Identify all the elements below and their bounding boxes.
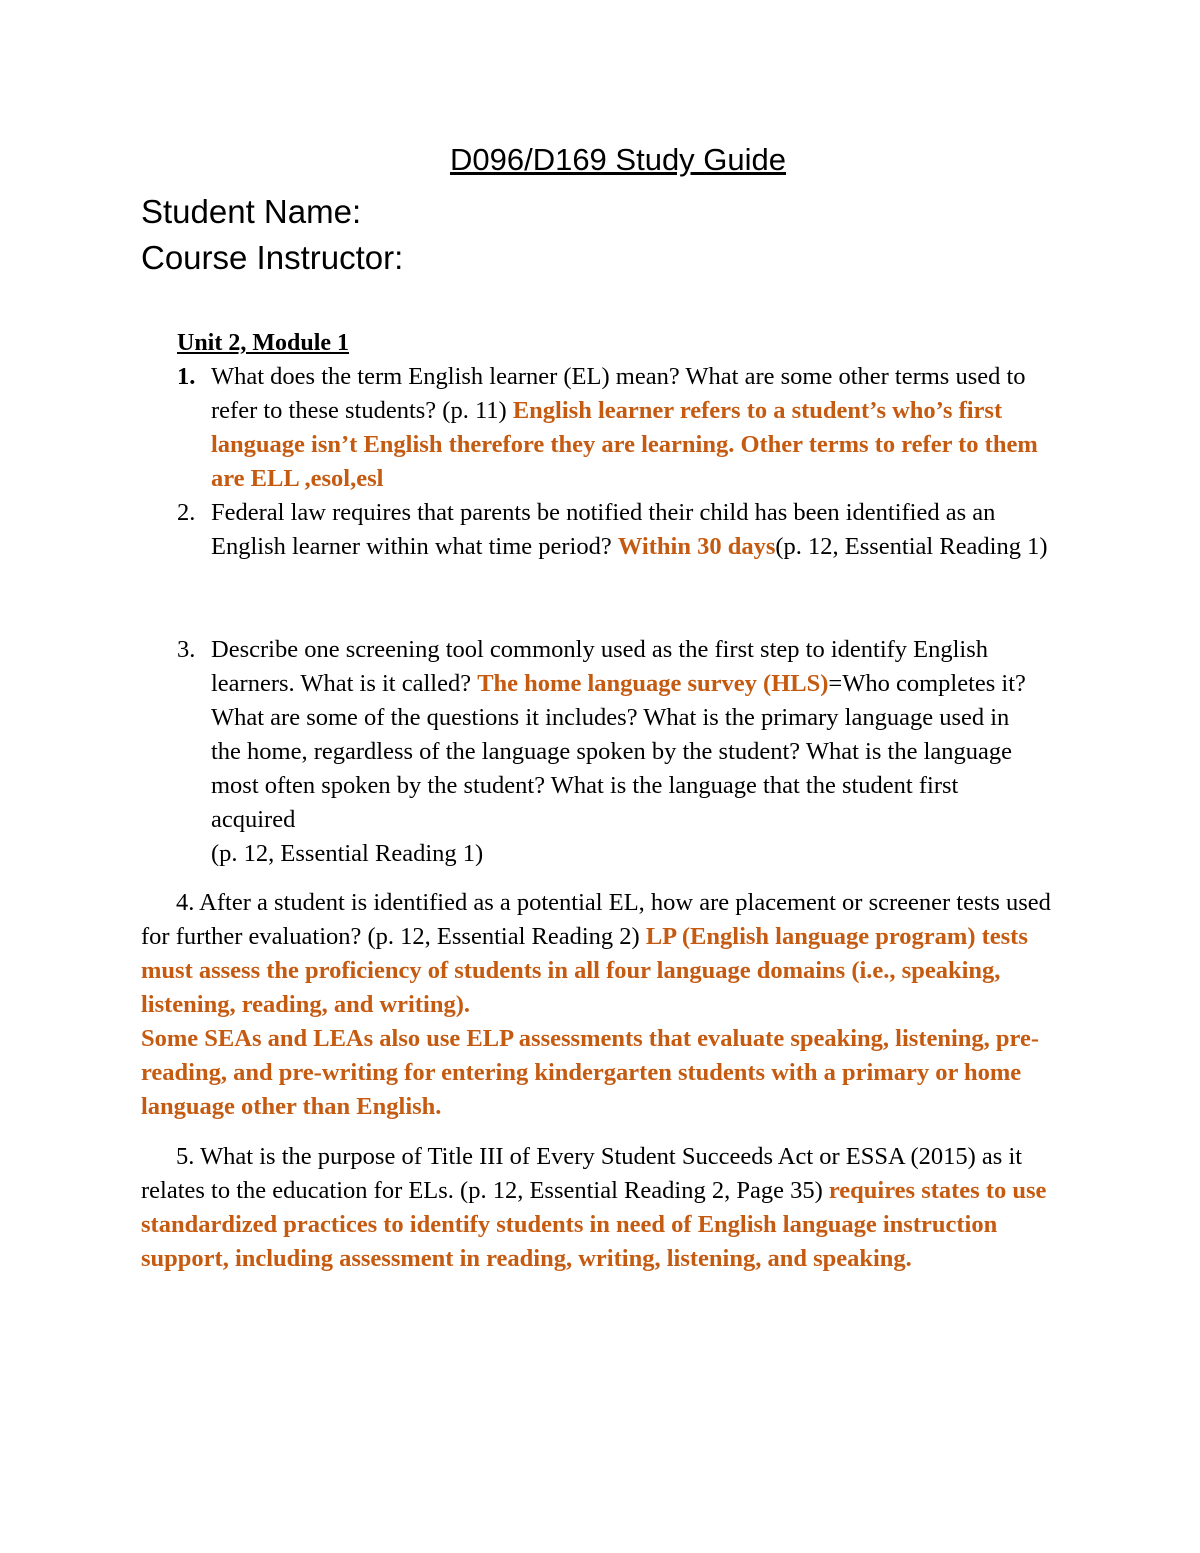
question-1-text: What does the term English learner (EL) mean? What are some other terms used to refer to these students? (p. 11) (211, 363, 1026, 424)
question-2-answer: Within 30 days (617, 533, 776, 560)
question-2-text: Federal law requires that parents be notified their child has been identified as an English learner within what time period? (211, 499, 996, 560)
question-3-continuation: =Who completes it? What are some of the questions it includes? What is the primary language used in the home, regardless of the language spoken by the student? What is the language most often spoken by the student? What is the language that the student first acquired (211, 670, 1026, 833)
question-4-answer: LP (English language program) tests must assess the proficiency of students in all four language domains (i.e., speaking, listening, reading, and writing). (141, 923, 1028, 1018)
question-3 (211, 633, 1041, 871)
page-title: D096/D169 Study Guide (449, 142, 787, 177)
question-4-text: After a student is identified as a potential EL, how are placement or screener tests used for further evaluation? (p. 12, Essential Reading 2) (141, 889, 1051, 950)
question-4-answer-extra: Some SEAs and LEAs also use ELP assessments that evaluate speaking, listening, pre-reading, and pre-writing for entering kindergarten students with a primary or home language other than English. (141, 1025, 1040, 1120)
student-name-label: Student Name: (141, 193, 362, 230)
question-3-number: 3. (177, 636, 196, 663)
question-2-reference: (p. 12, Essential Reading 1) (775, 533, 1048, 560)
unit-heading: Unit 2, Module 1 (177, 330, 350, 356)
question-4 (141, 886, 1071, 1022)
question-4-number: 4. (176, 889, 195, 916)
question-5 (141, 1140, 1071, 1276)
question-1 (211, 360, 1071, 496)
question-3-reference: (p. 12, Essential Reading 1) (211, 840, 484, 867)
question-2-number: 2. (177, 499, 196, 526)
question-5-answer: requires states to use standardized practices to identify students in need of English language instruction support, including assessment in reading, writing, listening, and speaking. (141, 1177, 1047, 1272)
question-5-number: 5. (176, 1143, 195, 1170)
question-2 (211, 496, 1071, 564)
question-5-text: What is the purpose of Title III of Every Student Succeeds Act or ESSA (2015) as it relates to the education for ELs. (p. 12, Essential Reading 2, Page 35) (141, 1143, 1023, 1204)
course-instructor-label: Course Instructor: (141, 239, 404, 276)
question-3-answer: The home language survey (HLS) (477, 670, 829, 697)
question-1-number: 1. (177, 363, 196, 390)
question-1-answer: English learner refers to a student’s who’s first language isn’t English therefore they are learning. Other terms to refer to them are ELL ,esol,esl (211, 397, 1038, 492)
question-3-text: Describe one screening tool commonly used as the first step to identify English learners. What is it called? (211, 636, 989, 697)
